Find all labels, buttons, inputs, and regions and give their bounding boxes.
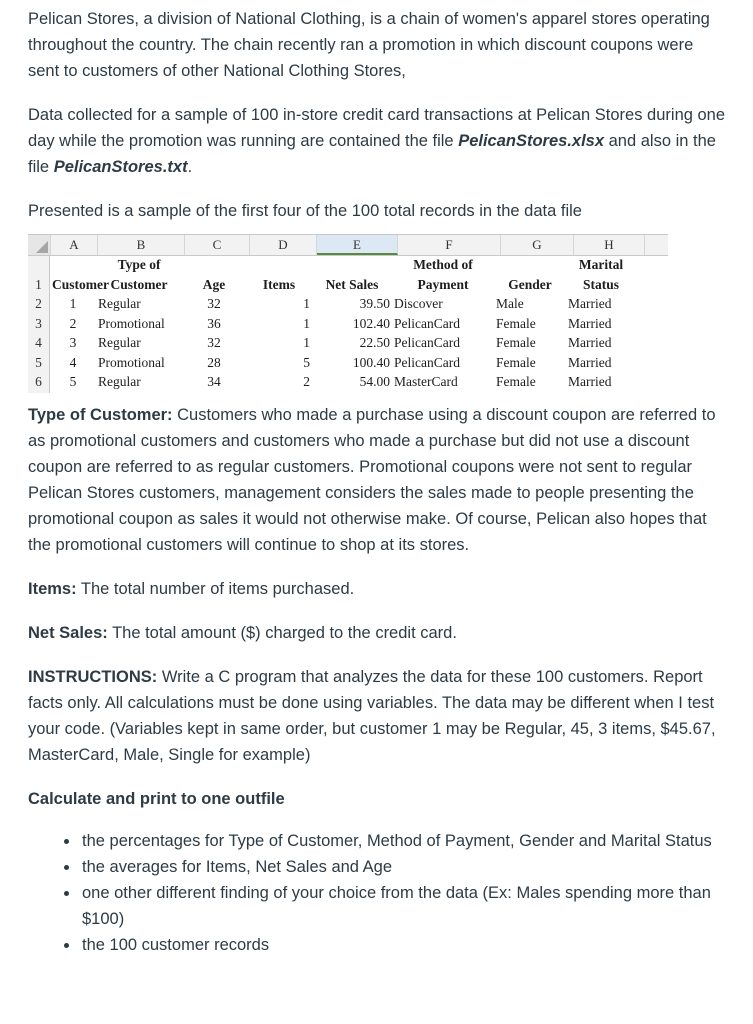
type-of-customer-text: Customers who made a purchase using a discount coupon are referred to as promotional customers and customers who made a purchase but did not use a discount coupon are referred to as regular customers. Promotional coupons were not sent to regular Pelican Stores customers, management considers the sales made to people presenting the promotional coupon as sales it would not otherwise make. Of course, Pelican also hopes that the promotional customers will continue to shop at its stores.: [28, 406, 716, 554]
column-letter-a: A: [51, 235, 98, 255]
cell-items: 2: [303, 374, 310, 389]
cell-net-sales: 54.00: [359, 374, 390, 389]
spreadsheet-excerpt: [28, 234, 668, 389]
cell-type: Regular: [98, 335, 141, 350]
cell-age: 28: [207, 354, 221, 370]
table-row: [28, 354, 668, 374]
row-number-blank: [28, 256, 50, 276]
cell-marital: Married: [568, 335, 612, 350]
cell-net-sales: 39.50: [359, 296, 390, 311]
cell-marital: Married: [568, 315, 612, 331]
cell-age: 34: [207, 374, 221, 389]
column-letter-d: D: [250, 235, 317, 255]
cell-age: 36: [207, 315, 221, 331]
cell-type: Regular: [98, 374, 141, 389]
cell-marital: Married: [568, 296, 612, 311]
document-body: [28, 6, 728, 958]
list-item: • the percentages for Type of Customer, Method of Payment, Gender and Marital Status: [80, 828, 728, 854]
header-marital-status: Status: [582, 276, 619, 292]
intro-paragraph: Pelican Stores, a division of National Clothing, is a chain of women's apparel stores operating throughout the country. The chain recently ran a promotion in which discount coupons were sent to customers of other National Clothing Stores,: [28, 10, 710, 80]
net-sales-text: The total amount ($) charged to the credit card.: [107, 624, 457, 642]
table-row: [28, 334, 668, 354]
cell-customer: 4: [69, 354, 77, 370]
header-a-line1: [50, 256, 96, 276]
type-of-customer-label: Type of Customer:: [28, 406, 173, 424]
requirements-list: [28, 828, 728, 958]
table-row: [28, 315, 668, 335]
data-file-text-end: .: [187, 158, 193, 176]
net-sales-label: Net Sales:: [28, 624, 108, 642]
cell-payment: MasterCard: [394, 374, 458, 389]
items-definition: [28, 576, 728, 602]
cell-net-sales: 100.40: [352, 354, 390, 370]
cell-payment: PelicanCard: [394, 315, 460, 331]
cell-age: 32: [207, 335, 221, 350]
header-g-line1: [494, 256, 566, 276]
column-letter-b: B: [98, 235, 185, 255]
cell-marital: Married: [568, 354, 612, 370]
items-label: Items:: [28, 580, 77, 598]
header-h-line1: Marital: [578, 257, 624, 272]
cell-payment: PelicanCard: [394, 354, 460, 370]
select-all-corner: [28, 235, 51, 255]
cell-type: Regular: [98, 296, 141, 311]
cell-payment: Discover: [394, 296, 443, 311]
cell-items: 1: [303, 296, 310, 311]
row-number: 4: [28, 334, 50, 354]
cell-age: 32: [207, 296, 221, 311]
cell-type: Promotional: [98, 315, 165, 331]
row-number: 1: [28, 276, 50, 296]
header-method-of-payment: Payment: [417, 276, 469, 292]
cell-gender: Female: [496, 335, 536, 350]
txt-filename: PelicanStores.txt: [53, 158, 188, 176]
header-gender: Gender: [508, 276, 552, 292]
header-c-line1: [182, 256, 246, 276]
table-row: [28, 295, 668, 315]
header-f-line1: Method of: [413, 257, 473, 272]
column-letter-h: H: [574, 235, 645, 255]
cell-customer: 5: [69, 374, 77, 389]
row-number: 2: [28, 295, 50, 315]
column-letter-e: E: [317, 235, 398, 255]
cell-customer: 3: [69, 335, 77, 350]
header-b-line1: Type of: [117, 257, 161, 272]
sample-intro: Presented is a sample of the first four of the 100 total records in the data file: [28, 202, 582, 220]
cell-gender: Female: [496, 374, 536, 389]
calculate-heading: Calculate and print to one outfile: [28, 790, 285, 808]
header-type-of-customer: Customer: [110, 276, 168, 292]
data-file-paragraph: [28, 102, 728, 180]
type-of-customer-definition: [28, 402, 728, 558]
xlsx-filename: PelicanStores.xlsx: [458, 132, 605, 150]
column-letter-g: G: [501, 235, 574, 255]
cell-gender: Female: [496, 354, 536, 370]
cell-type: Promotional: [98, 354, 165, 370]
cell-items: 1: [303, 315, 310, 331]
net-sales-definition: [28, 620, 728, 646]
data-file-text: Data collected for a sample of 100 in-store credit card transactions at Pelican Stores during one day while the promotion was running are contained the file: [28, 106, 726, 150]
cell-gender: Female: [496, 315, 536, 331]
column-letter-f: F: [398, 235, 501, 255]
cell-items: 1: [303, 335, 310, 350]
column-letter-c: C: [185, 235, 250, 255]
cell-net-sales: 22.50: [359, 335, 390, 350]
header-items: Items: [262, 276, 296, 292]
header-age: Age: [202, 276, 226, 292]
cell-payment: PelicanCard: [394, 335, 460, 350]
cell-customer: 2: [69, 315, 77, 331]
column-header-row: [28, 234, 668, 256]
header-row-line1: [28, 256, 668, 276]
list-item: • one other different finding of your choice from the data (Ex: Males spending more than $100): [80, 880, 728, 932]
list-item: • the averages for Items, Net Sales and Age: [80, 854, 728, 880]
data-file-text-mid: and also in the file: [28, 132, 716, 176]
header-e-line1: [312, 256, 392, 276]
cell-net-sales: 102.40: [352, 315, 390, 331]
instructions-text: Write a C program that analyzes the data for these 100 customers. Report facts only. All calculations must be done using variables. The data may be different when I test your code. (Variables kept in same order, but customer 1 may be Regular, 45, 3 items, $45.67, MasterCard, Male, Single for example): [28, 668, 716, 764]
row-number: 6: [28, 373, 50, 393]
cell-items: 5: [303, 354, 310, 370]
header-net-sales: Net Sales: [325, 276, 379, 292]
header-customer: Customer: [52, 276, 109, 292]
header-row-line2: [28, 276, 668, 296]
instructions-paragraph: [28, 664, 728, 768]
cell-marital: Married: [568, 374, 612, 389]
row-number: 3: [28, 315, 50, 335]
cell-customer: 1: [69, 296, 77, 311]
header-d-line1: [246, 256, 312, 276]
items-text: The total number of items purchased.: [76, 580, 355, 598]
row-number: 5: [28, 354, 50, 374]
instructions-label: INSTRUCTIONS:: [28, 668, 158, 686]
table-row-cropped: [28, 373, 668, 393]
cell-gender: Male: [496, 296, 524, 311]
list-item: • the 100 customer records: [80, 932, 728, 958]
